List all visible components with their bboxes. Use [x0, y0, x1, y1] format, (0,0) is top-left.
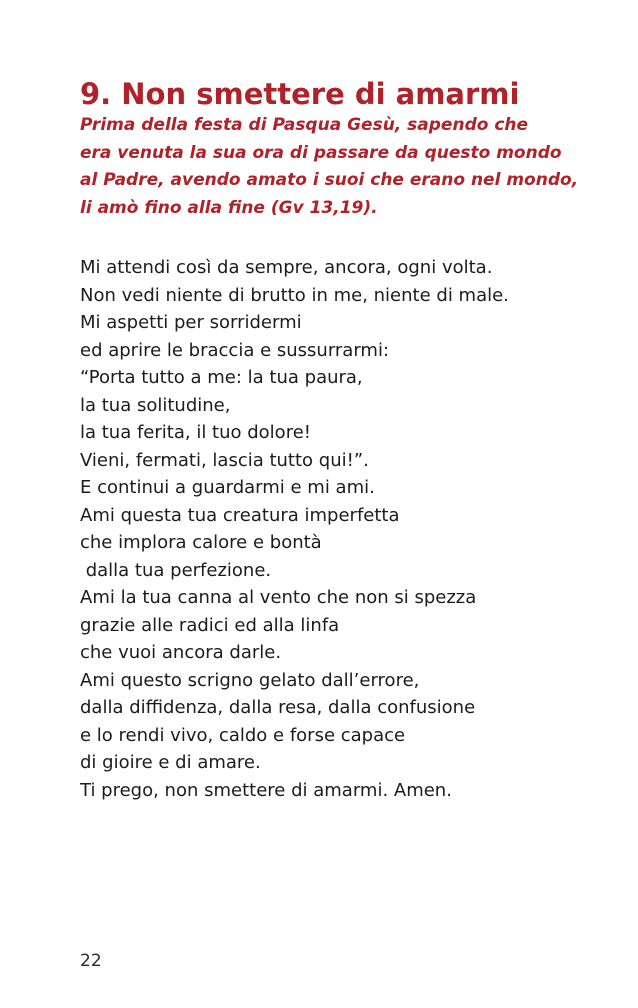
poem-line: dalla tua perfezione.: [80, 559, 272, 581]
poem-line: Ami la tua canna al vento che non si spezza: [80, 587, 477, 608]
poem-line: Vieni, fermati, lascia tutto qui!”.: [80, 449, 369, 471]
poem-line: E continui a guardarmi e mi ami.: [80, 477, 375, 498]
poem-line: Mi aspetti per sorridermi: [80, 312, 302, 333]
poem-line: la tua solitudine,: [80, 394, 231, 416]
intro-line: al Padre, avendo amato i suoi che erano nel mondo,: [80, 170, 579, 190]
poem-line: ed aprire le braccia e sussurrarmi:: [80, 339, 390, 361]
poem-line: Ami questo scrigno gelato dall’errore,: [80, 669, 420, 691]
poem-line: che vuoi ancora darle.: [80, 642, 282, 663]
poem-line: dalla diffidenza, dalla resa, dalla confusione: [80, 697, 476, 718]
poem-line: Ami questa tua creatura imperfetta: [80, 504, 400, 526]
page-number: 22: [80, 951, 102, 971]
page-title: 9. Non smettere di amarmi: [80, 77, 520, 111]
scripture-intro: [80, 112, 600, 222]
poem-line: Non vedi niente di brutto in me, niente di male.: [80, 284, 509, 306]
poem-line: la tua ferita, il tuo dolore!: [80, 422, 311, 443]
poem-line: Mi attendi così da sempre, ancora, ogni volta.: [80, 257, 493, 278]
poem-line: “Porta tutto a me: la tua paura,: [80, 367, 363, 388]
poem-line: di gioire e di amare.: [80, 752, 261, 773]
intro-line: era venuta la sua ora di passare da questo mondo: [80, 142, 562, 163]
prayer-text: [80, 254, 620, 804]
poem-line: Ti prego, non smettere di amarmi. Amen.: [80, 779, 452, 801]
intro-line: li amò fino alla fine (Gv 13,19).: [80, 197, 378, 218]
poem-line: che implora calore e bontà: [80, 532, 322, 553]
intro-line: Prima della festa di Pasqua Gesù, sapendo che: [80, 115, 529, 135]
poem-line: grazie alle radici ed alla linfa: [80, 614, 340, 636]
poem-line: e lo rendi vivo, caldo e forse capace: [80, 724, 406, 746]
